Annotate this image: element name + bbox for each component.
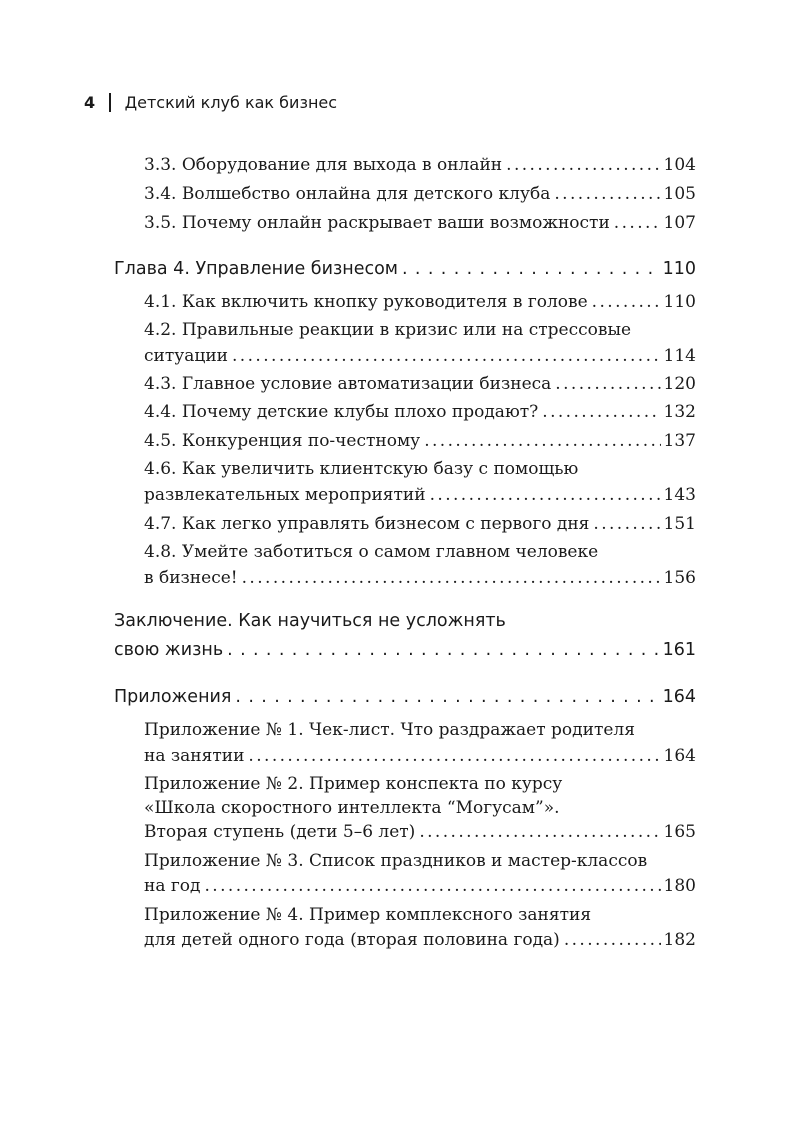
header-divider xyxy=(109,93,111,112)
toc-appendix-1-line1[interactable]: Приложение № 1. Чек-лист. Что раздражает родителя xyxy=(144,720,635,740)
toc-conclusion-line1[interactable]: Заключение. Как научиться не усложнять xyxy=(114,611,506,631)
toc-appendix-3[interactable]: на год ..... 180 xyxy=(144,876,696,896)
toc-entry-4-6-line1[interactable]: 4.6. Как увеличить клиентскую базу с помощью xyxy=(144,459,579,479)
toc-appendix-4-line1[interactable]: Приложение № 4. Пример комплексного занятия xyxy=(144,905,592,925)
toc-appendix-4[interactable]: для детей одного года (вторая половина года) ..... 182 xyxy=(144,930,696,950)
toc-chapter-4[interactable]: Глава 4. Управление бизнесом . . . 110 xyxy=(114,259,696,279)
toc-entry-3-3[interactable]: 3.3. Оборудование для выхода в онлайн ..... 104 xyxy=(144,155,696,175)
toc-entry-4-1[interactable]: 4.1. Как включить кнопку руководителя в голове ..... 110 xyxy=(144,292,696,312)
toc-conclusion[interactable]: свою жизнь . . . 161 xyxy=(114,640,696,660)
toc-entry-3-5[interactable]: 3.5. Почему онлайн раскрывает ваши возможности ..... 107 xyxy=(144,213,696,233)
toc-entry-4-2-line1[interactable]: 4.2. Правильные реакции в кризис или на стрессовые xyxy=(144,320,632,340)
book-title: Детский клуб как бизнес xyxy=(124,93,338,112)
toc-appendices[interactable]: Приложения . . . 164 xyxy=(114,687,696,707)
toc-entry-4-8[interactable]: в бизнесе! ..... 156 xyxy=(144,568,696,588)
toc-entry-4-8-line1[interactable]: 4.8. Умейте заботиться о самом главном человеке xyxy=(144,542,599,562)
toc-entry-4-4[interactable]: 4.4. Почему детские клубы плохо продают? ..... 132 xyxy=(144,402,696,422)
toc-appendix-1[interactable]: на занятии ..... 164 xyxy=(144,746,696,766)
toc-entry-4-6[interactable]: развлекательных мероприятий ..... 143 xyxy=(144,485,696,505)
running-header xyxy=(84,93,337,112)
toc-appendix-2[interactable]: Вторая ступень (дети 5–6 лет) ..... 165 xyxy=(144,822,696,842)
toc-entry-4-5[interactable]: 4.5. Конкуренция по-честному ..... 137 xyxy=(144,431,696,451)
toc-entry-4-7[interactable]: 4.7. Как легко управлять бизнесом с первого дня ..... 151 xyxy=(144,514,696,534)
toc-entry-3-4[interactable]: 3.4. Волшебство онлайна для детского клуба ..... 105 xyxy=(144,184,696,204)
toc-appendix-2-line2[interactable]: «Школа скоростного интеллекта “Могусам”». xyxy=(144,798,560,818)
toc-appendix-2-line1[interactable]: Приложение № 2. Пример конспекта по курсу xyxy=(144,774,563,794)
toc-entry-4-3[interactable]: 4.3. Главное условие автоматизации бизнеса ..... 120 xyxy=(144,374,696,394)
toc-entry-4-2[interactable]: ситуации ..... 114 xyxy=(144,346,696,366)
toc-appendix-3-line1[interactable]: Приложение № 3. Список праздников и мастер-классов xyxy=(144,851,648,871)
page-number: 4 xyxy=(84,93,96,112)
